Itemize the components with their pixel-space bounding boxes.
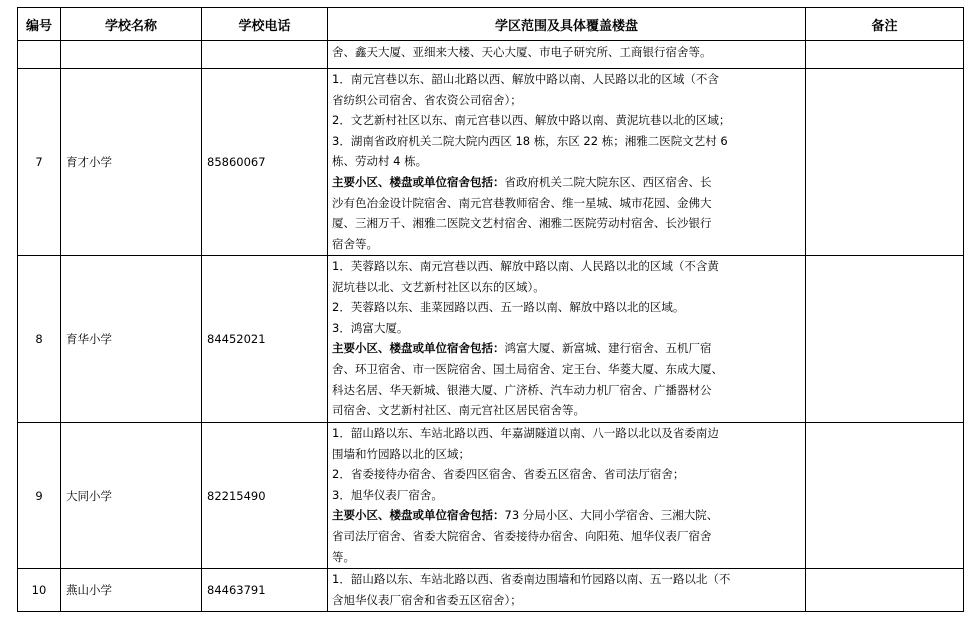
cell-empty [202, 41, 328, 69]
coverage-label: 主要小区、楼盘或单位宿舍包括： [332, 174, 505, 189]
school-name: 大同小学 [61, 423, 202, 569]
cell-empty [806, 41, 964, 69]
scope-line: 舍、环卫宿舍、市一医院宿舍、国土局宿舍、定王台、华菱大厦、东成大厦、 [332, 361, 723, 376]
scope-line: 厦、三湘万千、湘雅二医院文艺村宿舍、湘雅二医院劳动村宿舍、长沙银行 [332, 216, 712, 231]
scope-line: 泥坑巷以北、文艺新村社区以东的区域）。 [332, 279, 545, 294]
table-row [18, 256, 964, 423]
scope-line: 2．文艺新村社区以东、南元宫巷以西、解放中路以南、黄泥坑巷以北的区域； [332, 113, 731, 128]
scope-line: 1．芙蓉路以东、南元宫巷以西、解放中路以南、人民路以北的区域（不含黄 [332, 259, 719, 273]
row-number: 9 [18, 423, 61, 569]
scope-line: 3．湖南省政府机关二院大院内西区 18 栋，东区 22 栋；湘雅二医院文艺村 6 [332, 133, 728, 148]
scope-line: 1．韶山路以东、车站北路以西、年嘉湖隧道以南、八一路以北以及省委南边 [332, 426, 719, 440]
school-name: 育华小学 [61, 256, 202, 423]
scope-line: 沙有色冶金设计院宿舍、南元宫巷教师宿舍、维一星城、城市花园、金佛大 [332, 195, 712, 210]
remarks [806, 256, 964, 423]
cell-empty [61, 41, 202, 69]
remarks [806, 69, 964, 256]
cell-empty [18, 41, 61, 69]
district-scope [328, 69, 806, 256]
scope-line [332, 505, 802, 526]
school-phone: 82215490 [202, 423, 328, 569]
district-scope [328, 423, 806, 569]
scope-line: 省司法厅宿舍、省委大院宿舍、省委接待办宿舍、向阳苑、旭华仪表厂宿舍 [332, 528, 712, 543]
coverage-text: 鸿富大厦、新富城、建行宿舍、五机厂宿 [504, 341, 712, 356]
scope-line: 3．旭华仪表厂宿舍。 [332, 487, 443, 502]
coverage-text: 省政府机关二院大院东区、西区宿舍、长 [504, 174, 712, 189]
scope-line: 1．韶山路以东、车站北路以西、省委南边围墙和竹园路以南、五一路以北（不 [332, 572, 731, 586]
scope-line: 含旭华仪表厂宿舍和省委五区宿舍）； [332, 592, 522, 607]
scope-line: 省纺织公司宿舍、省农资公司宿舍）； [332, 92, 522, 107]
table-row [18, 69, 964, 256]
scope-line: 2．省委接待办宿舍、省委四区宿舍、省委五区宿舍、省司法厅宿舍； [332, 467, 685, 482]
header-district-scope: 学区范围及具体覆盖楼盘 [328, 8, 806, 41]
school-phone: 85860067 [202, 69, 328, 256]
school-name: 燕山小学 [61, 569, 202, 612]
school-district-table [17, 7, 964, 612]
scope-line [332, 338, 802, 359]
scope-line: 3．鸿富大厦。 [332, 320, 409, 335]
header-number: 编号 [18, 8, 61, 41]
continued-scope-cell [328, 41, 806, 69]
header-remarks: 备注 [806, 8, 964, 41]
scope-line: 2．芙蓉路以东、韭菜园路以西、五一路以南、解放中路以北的区域。 [332, 300, 685, 315]
coverage-text: 73 分局小区、大同小学宿舍、三湘大院、 [504, 508, 719, 523]
scope-line: 围墙和竹园路以北的区域； [332, 446, 470, 461]
scope-line: 司宿舍、文艺新村社区、南元宫社区居民宿舍等。 [332, 403, 585, 418]
row-number: 10 [18, 569, 61, 612]
scope-line: 栋、劳动村 4 栋。 [332, 154, 428, 169]
table-row [18, 569, 964, 612]
header-school-name: 学校名称 [61, 8, 202, 41]
district-scope [328, 569, 806, 612]
header-row [18, 8, 964, 41]
scope-line: 宿舍等。 [332, 236, 378, 251]
remarks [806, 423, 964, 569]
table-row-continued [18, 41, 964, 69]
header-school-phone: 学校电话 [202, 8, 328, 41]
school-name: 育才小学 [61, 69, 202, 256]
remarks [806, 569, 964, 612]
school-phone: 84463791 [202, 569, 328, 612]
scope-line: 科达名居、华天新城、银港大厦、广济桥、汽车动力机厂宿舍、广播器材公 [332, 382, 712, 397]
table-row [18, 423, 964, 569]
coverage-label: 主要小区、楼盘或单位宿舍包括： [332, 341, 505, 356]
coverage-label: 主要小区、楼盘或单位宿舍包括： [332, 508, 505, 523]
school-phone: 84452021 [202, 256, 328, 423]
row-number: 7 [18, 69, 61, 256]
scope-line: 1．南元宫巷以东、韶山北路以西、解放中路以南、人民路以北的区域（不含 [332, 72, 719, 86]
scope-line [332, 172, 802, 193]
scope-line: 等。 [332, 549, 355, 564]
district-scope [328, 256, 806, 423]
scope-line: 舍、鑫天大厦、亚细来大楼、天心大厦、市电子研究所、工商银行宿舍等。 [332, 45, 712, 59]
row-number: 8 [18, 256, 61, 423]
